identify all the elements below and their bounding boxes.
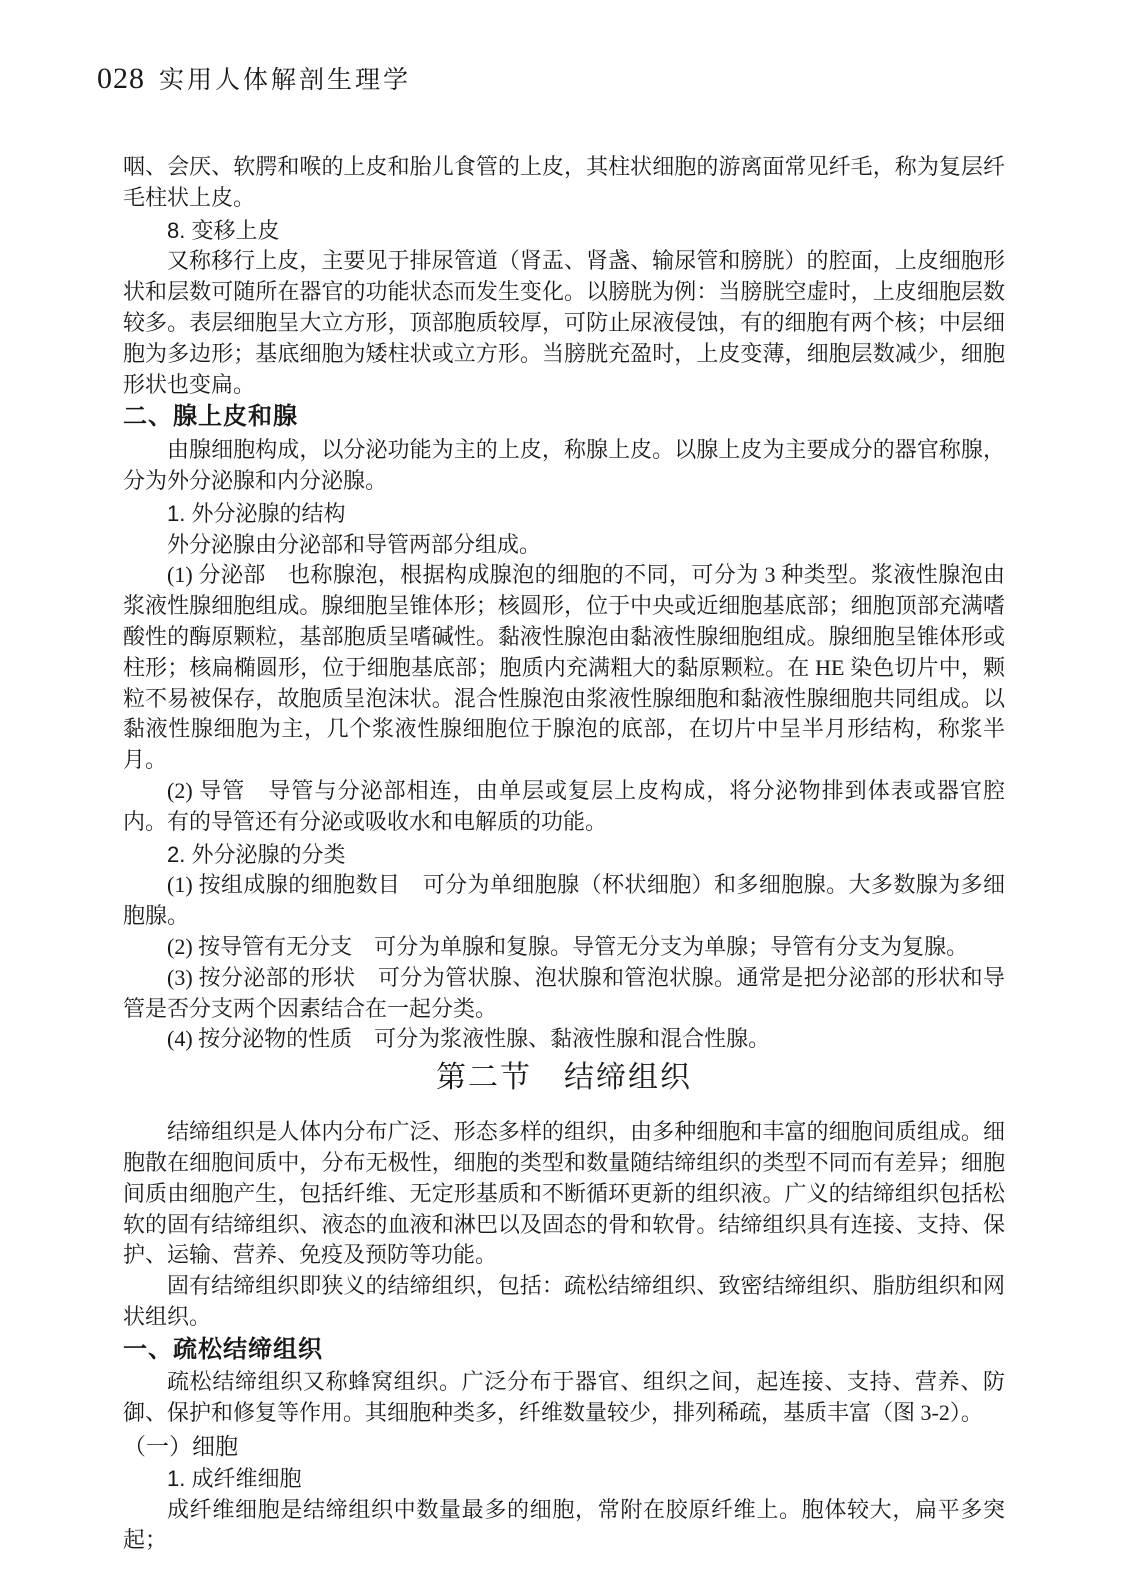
heading-exocrine-gland-classification: 2. 外分泌腺的分类 bbox=[167, 841, 346, 867]
heading-loose-connective-tissue: 一、疏松结缔组织 bbox=[123, 1335, 323, 1363]
section-title-connective-tissue: 第二节 结缔组织 bbox=[436, 1061, 692, 1095]
paragraph-secretory-portion: (1) 分泌部 也称腺泡，根据构成腺泡的细胞的不同，可分为 3 种类型。浆液性腺泡由浆液性腺细胞组成。腺细胞呈锥体形；核圆形，位于中央或近细胞基底部；细胞顶部充满嗜酸性的酶原颗粒，基部胞质呈嗜碱性。黏液性腺泡由黏液性腺细胞组成。腺细胞呈锥体形或柱形；核扁椭圆形，位于细胞基底部；胞质内充满粗大的黏原颗粒。在 HE 染色切片中，颗粒不易被保存，故胞质呈泡沫状。混合性腺泡由浆液性腺细胞和黏液性腺细胞共同组成。以黏液性腺细胞为主，几个浆液性腺细胞位于腺泡的底部，在切片中呈半月形结构，称浆半月。 bbox=[123, 562, 1005, 773]
page-header bbox=[97, 60, 411, 96]
paragraph-glandular-epithelium-intro: 由腺细胞构成，以分泌功能为主的上皮，称腺上皮。以腺上皮为主要成分的器官称腺，分为外分泌腺和内分泌腺。 bbox=[123, 437, 1005, 493]
paragraph-classification-by-duct-branching: (2) 按导管有无分支 可分为单腺和复腺。导管无分支为单腺；导管有分支为复腺。 bbox=[167, 933, 969, 959]
heading-transitional-epithelium: 8. 变移上皮 bbox=[167, 217, 280, 243]
page-number: 028 bbox=[97, 62, 145, 95]
paragraph-exocrine-composition: 外分泌腺由分泌部和导管两部分组成。 bbox=[167, 531, 542, 557]
heading-fibroblast: 1. 成纤维细胞 bbox=[167, 1465, 302, 1491]
paragraph-connective-tissue-intro: 结缔组织是人体内分布广泛、形态多样的组织，由多种细胞和丰富的细胞间质组成。细胞散在细胞间质中，分布无极性，细胞的类型和数量随结缔组织的类型不同而有差异；细胞间质由细胞产生，包括纤维、无定形基质和不断循环更新的组织液。广义的结缔组织包括松软的固有结缔组织、液态的血液和淋巴以及固态的骨和软骨。结缔组织具有连接、支持、保护、运输、营养、免疫及预防等功能。 bbox=[123, 1119, 1005, 1268]
book-title: 实用人体解剖生理学 bbox=[159, 67, 412, 94]
heading-exocrine-gland-structure: 1. 外分泌腺的结构 bbox=[167, 500, 346, 526]
page-content bbox=[123, 152, 1005, 1556]
paragraph-transitional-epithelium: 又称移行上皮，主要见于排尿管道（肾盂、肾盏、输尿管和膀胱）的腔面，上皮细胞形状和层数可随所在器官的功能状态而发生变化。以膀胱为例：当膀胱空虚时，上皮细胞层数较多。表层细胞呈大立方形，顶部胞质较厚，可防止尿液侵蚀，有的细胞有两个核；中层细胞为多边形；基底细胞为矮柱状或立方形。当膀胱充盈时，上皮变薄，细胞层数减少，细胞形状也变扁。 bbox=[123, 248, 1005, 397]
paragraph-classification-by-secretion-nature: (4) 按分泌物的性质 可分为浆液性腺、黏液性腺和混合性腺。 bbox=[167, 1026, 771, 1052]
paragraph-loose-connective-tissue: 疏松结缔组织又称蜂窝组织。广泛分布于器官、组织之间，起连接、支持、营养、防御、保护和修复等作用。其细胞种类多，纤维数量较少，排列稀疏，基质丰富（图 3-2）。 bbox=[123, 1369, 1005, 1426]
paragraph-continuation-ciliated-columnar: 咽、会厌、软腭和喉的上皮和胎儿食管的上皮，其柱状细胞的游离面常见纤毛，称为复层纤毛柱状上皮。 bbox=[123, 154, 1005, 210]
paragraph-connective-tissue-proper: 固有结缔组织即狭义的结缔组织，包括：疏松结缔组织、致密结缔组织、脂肪组织和网状组织。 bbox=[123, 1273, 1005, 1329]
paragraph-classification-by-cell-number: (1) 按组成腺的细胞数目 可分为单细胞腺（杯状细胞）和多细胞腺。大多数腺为多细胞腺。 bbox=[123, 872, 1005, 929]
heading-glandular-epithelium-and-glands: 二、腺上皮和腺 bbox=[123, 403, 298, 431]
paragraph-classification-by-secretory-shape: (3) 按分泌部的形状 可分为管状腺、泡状腺和管泡状腺。通常是把分泌部的形状和导管是否分支两个因素结合在一起分类。 bbox=[123, 964, 1005, 1021]
heading-cells: （一）细胞 bbox=[123, 1433, 238, 1460]
paragraph-duct: (2) 导管 导管与分泌部相连，由单层或复层上皮构成，将分泌物排到体表或器官腔内。有的导管还有分泌或吸收水和电解质的功能。 bbox=[123, 777, 1005, 834]
paragraph-fibroblast: 成纤维细胞是结缔组织中数量最多的细胞，常附在胶原纤维上。胞体较大，扁平多突起； bbox=[123, 1496, 1005, 1553]
